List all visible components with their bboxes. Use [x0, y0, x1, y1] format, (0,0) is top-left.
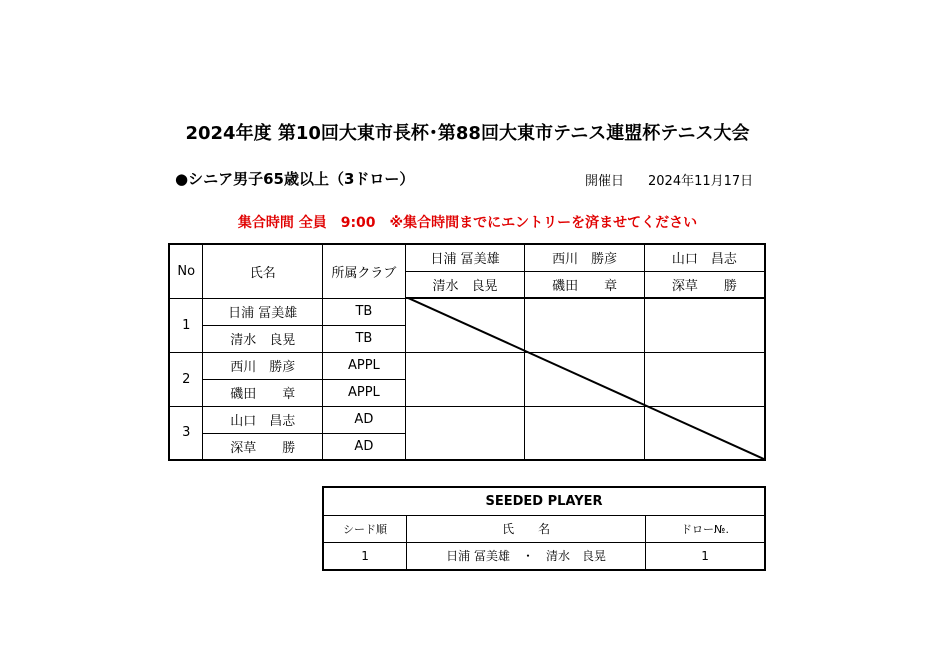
pair-2-no: 2	[169, 352, 203, 406]
column-2-player-2: 磯田 章	[525, 271, 645, 298]
date-value: 2024年11月17日	[648, 174, 754, 189]
pair-2-player-2-club: APPL	[323, 379, 406, 406]
pair-3-player-1-name: 山口 昌志	[203, 406, 323, 433]
seeded-col-seed: シード順	[323, 515, 407, 542]
assembly-notice: 集合時間 全員 9:00 ※集合時間までにエントリーを済ませてください	[237, 215, 698, 231]
pair-2-player-1-name: 西川 勝彦	[203, 352, 323, 379]
column-3-player-2: 深草 勝	[644, 271, 765, 298]
pair-3-player-2-club: AD	[323, 433, 406, 460]
column-1-player-2: 清水 良晃	[405, 271, 525, 298]
column-1-player-1: 日浦 冨美雄	[405, 244, 525, 271]
seeded-player-table	[322, 486, 766, 571]
header-name: 氏名	[203, 244, 323, 298]
pair-2-player-1-club: APPL	[323, 352, 406, 379]
seeded-row-draw: 1	[646, 542, 765, 570]
pair-3-player-2-name: 深草 勝	[203, 433, 323, 460]
date-label: 開催日	[585, 174, 625, 189]
category-heading: ●シニア男子65歳以上（3ドロー）	[175, 170, 415, 188]
pair-2-player-2-name: 磯田 章	[203, 379, 323, 406]
pair-1-player-1-club: TB	[323, 298, 406, 325]
seeded-col-draw: ドロー№.	[646, 515, 765, 542]
pair-3-player-1-club: AD	[323, 406, 406, 433]
seeded-title: SEEDED PLAYER	[323, 487, 765, 515]
header-club: 所属クラブ	[323, 244, 406, 298]
page-title: 2024年度 第10回大東市長杯･第88回大東市テニス連盟杯テニス大会	[185, 123, 750, 144]
pair-1-player-1-name: 日浦 冨美雄	[203, 298, 323, 325]
diagonal-line	[406, 297, 766, 460]
seeded-row-seed: 1	[323, 542, 407, 570]
column-2-player-1: 西川 勝彦	[525, 244, 645, 271]
pair-3-no: 3	[169, 406, 203, 460]
pair-1-player-2-name: 清水 良晃	[203, 325, 323, 352]
pair-1-player-2-club: TB	[323, 325, 406, 352]
seeded-col-name: 氏 名	[407, 515, 646, 542]
column-3-player-1: 山口 昌志	[644, 244, 765, 271]
pair-1-no: 1	[169, 298, 203, 352]
header-no: No	[169, 244, 203, 298]
seeded-row-name: 日浦 冨美雄 ・ 清水 良晃	[407, 542, 646, 570]
